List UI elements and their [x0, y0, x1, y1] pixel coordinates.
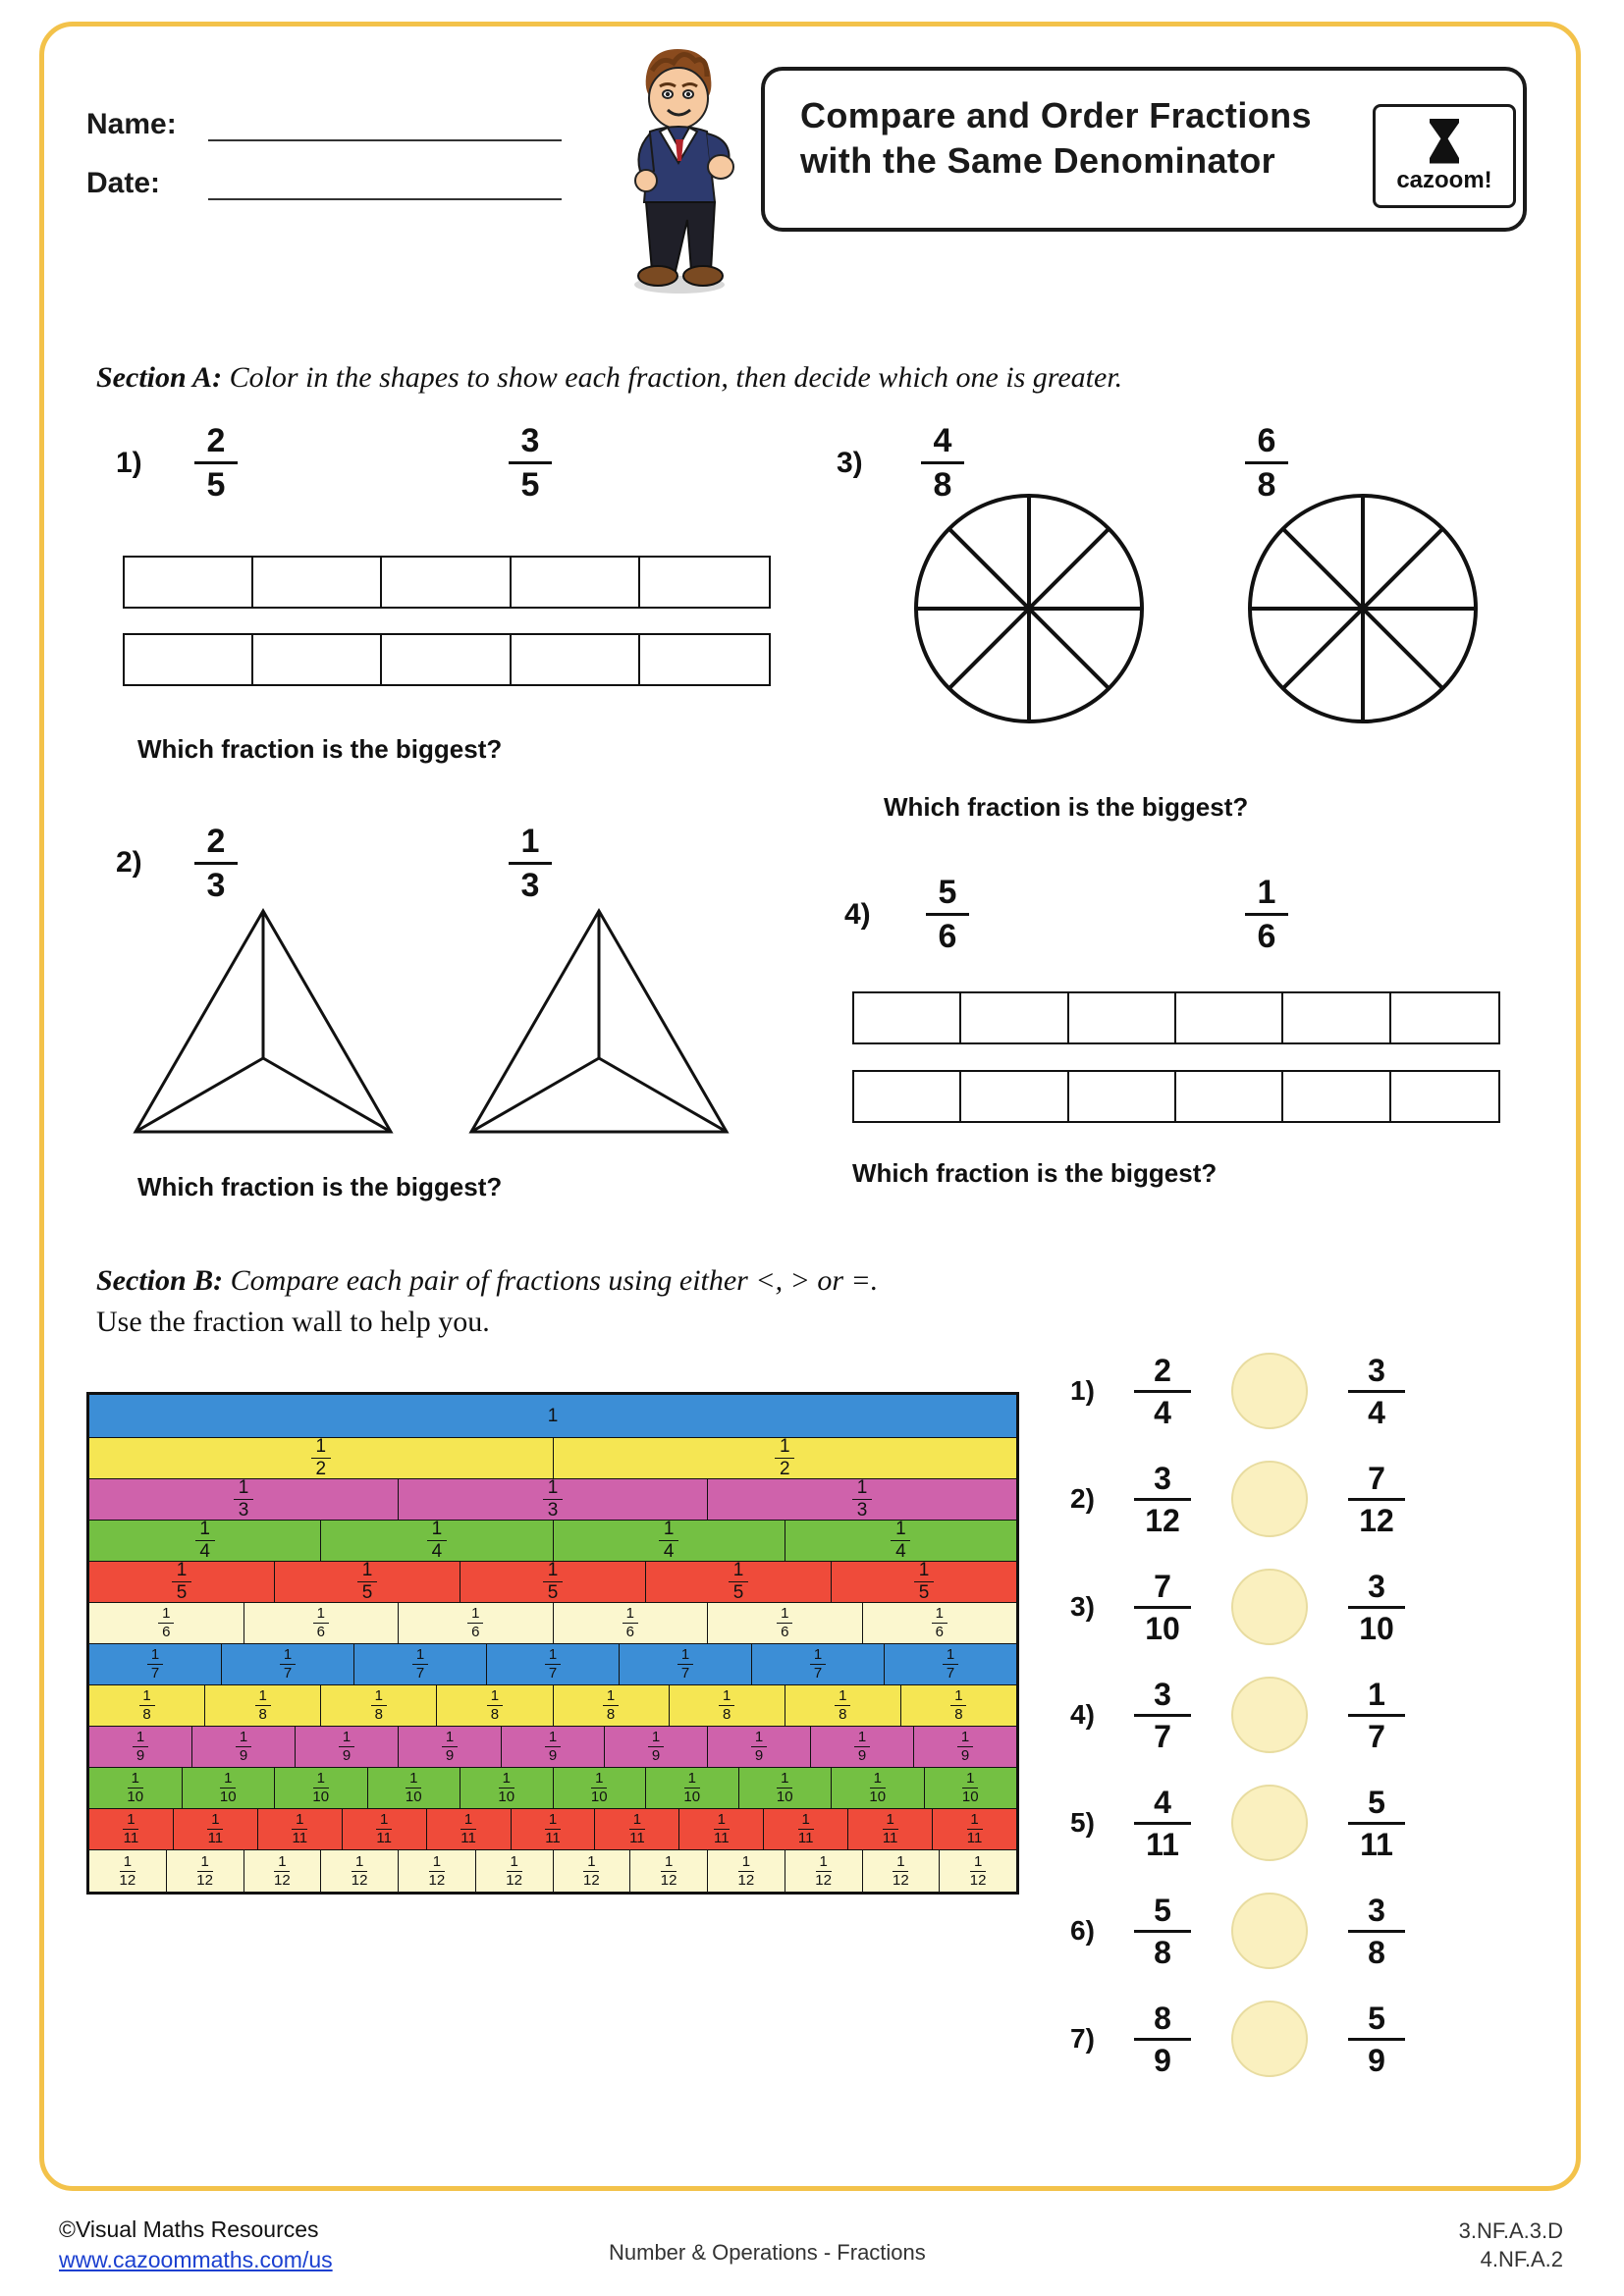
question-b4-answer-circle[interactable]	[1231, 1677, 1308, 1753]
fraction-wall-cell[interactable]: 1 7	[752, 1644, 885, 1685]
standard-code-2: 4.NF.A.2	[1480, 2247, 1563, 2271]
fraction-wall-cell[interactable]: 1 3	[89, 1479, 399, 1521]
question-b4-fraction-right	[1335, 1676, 1418, 1754]
denominator: 3	[520, 867, 540, 904]
question-a2-triangle-right[interactable]	[461, 901, 736, 1147]
section-b-label: Section B:	[96, 1264, 224, 1297]
fraction-wall-cell[interactable]: 1 9	[605, 1727, 708, 1768]
section-a-instruction: Color in the shapes to show each fraction, then decide which one is greater.	[229, 361, 1123, 394]
fraction-bar	[1348, 1930, 1405, 1933]
fraction-wall-cell[interactable]: 1 9	[502, 1727, 605, 1768]
bar-cell[interactable]	[854, 993, 961, 1042]
hourglass-icon	[1430, 119, 1459, 164]
denominator: 6	[938, 918, 957, 955]
bar-cell[interactable]	[1176, 993, 1283, 1042]
fraction-bar	[194, 862, 238, 865]
fraction-wall-cell[interactable]: 1 10	[275, 1768, 368, 1809]
copyright-text: ©Visual Maths Resources	[59, 2216, 319, 2242]
denominator: 7	[1368, 1718, 1385, 1754]
fraction-wall-cell[interactable]: 1 9	[399, 1727, 502, 1768]
fraction-wall-cell[interactable]: 1 10	[89, 1768, 183, 1809]
bar-cell[interactable]	[640, 635, 769, 684]
question-b1-number: 1)	[1070, 1375, 1095, 1406]
numerator: 7	[1368, 1460, 1385, 1496]
fraction-wall-cell[interactable]: 1 10	[925, 1768, 1017, 1809]
fraction-wall-cell[interactable]: 1 11	[764, 1809, 848, 1850]
numerator: 5	[1368, 2000, 1385, 2036]
question-b2	[1070, 1461, 1418, 1537]
fraction-wall-cell[interactable]: 1 9	[914, 1727, 1016, 1768]
fraction-wall-cell[interactable]: 1 12	[476, 1850, 554, 1892]
numerator: 3	[1368, 1892, 1385, 1928]
fraction-wall-row	[89, 1562, 1016, 1603]
question-b1-fraction-left	[1121, 1352, 1204, 1430]
question-b2-fraction-left	[1121, 1460, 1204, 1538]
denominator: 8	[1257, 466, 1276, 504]
name-input-line[interactable]	[208, 114, 562, 141]
bar-cell[interactable]	[1176, 1072, 1283, 1121]
numerator: 2	[206, 823, 226, 860]
section-b-instruction-1: Compare each pair of fractions using either <, > or =.	[230, 1264, 879, 1297]
fraction-wall-cell[interactable]: 1 6	[554, 1603, 709, 1644]
cazoom-logo	[1373, 104, 1516, 208]
fraction-wall-row	[89, 1644, 1016, 1685]
bar-cell[interactable]	[382, 558, 511, 607]
fraction-bar	[1134, 1390, 1191, 1393]
date-row	[86, 167, 597, 200]
fraction-wall-row	[89, 1479, 1016, 1521]
fraction-bar	[921, 461, 964, 464]
fraction-wall-cell[interactable]: 1 9	[296, 1727, 399, 1768]
fraction-wall-cell[interactable]: 1 10	[739, 1768, 833, 1809]
question-a2-number: 2)	[116, 846, 142, 879]
fraction-wall-cell[interactable]: 1 4	[554, 1521, 785, 1562]
fraction-wall-cell[interactable]: 1 6	[708, 1603, 863, 1644]
numerator: 7	[1154, 1568, 1171, 1604]
section-b-heading	[96, 1264, 878, 1298]
denominator: 12	[1359, 1502, 1394, 1538]
question-a4-prompt: Which fraction is the biggest?	[852, 1158, 1218, 1188]
numerator: 4	[933, 422, 952, 459]
fraction-wall-cell[interactable]: 1 8	[437, 1685, 553, 1727]
numerator: 1	[1257, 874, 1276, 911]
fraction-wall-cell[interactable]: 1 10	[368, 1768, 461, 1809]
question-a3-circle-left[interactable]	[911, 491, 1147, 726]
fraction-bar	[1134, 1930, 1191, 1933]
fraction-wall-cell[interactable]: 1 11	[427, 1809, 512, 1850]
question-b7-fraction-left	[1121, 2002, 1204, 2076]
numerator: 4	[1154, 1784, 1171, 1820]
question-b7-number: 7)	[1070, 2023, 1095, 2054]
question-a3-number: 3)	[837, 447, 863, 479]
fraction-wall-cell[interactable]: 1 10	[832, 1768, 925, 1809]
denominator: 5	[520, 466, 540, 504]
numerator: 1	[1368, 1676, 1385, 1712]
question-b7-answer-circle[interactable]	[1231, 2001, 1308, 2077]
fraction-wall-cell[interactable]: 1 11	[258, 1809, 343, 1850]
fraction-bar	[1245, 913, 1288, 916]
question-b6	[1070, 1893, 1418, 1969]
question-a4-bar-bottom[interactable]	[852, 1070, 1500, 1123]
fraction-wall-cell[interactable]: 1 5	[832, 1562, 1016, 1603]
question-b6-fraction-right	[1335, 1892, 1418, 1970]
fraction-wall-cell[interactable]: 1 11	[679, 1809, 764, 1850]
question-b3	[1070, 1569, 1418, 1645]
fraction-wall-row	[89, 1603, 1016, 1644]
fraction-wall-cell[interactable]: 1 7	[89, 1644, 222, 1685]
bar-cell[interactable]	[1391, 993, 1498, 1042]
fraction-wall-cell[interactable]: 1 12	[630, 1850, 708, 1892]
fraction-wall-cell[interactable]: 1 10	[460, 1768, 554, 1809]
bar-cell[interactable]	[125, 635, 253, 684]
website-link[interactable]: www.cazoommaths.com/us	[59, 2247, 333, 2272]
question-b3-number: 3)	[1070, 1591, 1095, 1622]
denominator: 3	[206, 867, 226, 904]
bar-cell[interactable]	[382, 635, 511, 684]
section-a-heading	[96, 361, 1122, 395]
fraction-wall-cell[interactable]: 1 6	[244, 1603, 400, 1644]
question-b6-number: 6)	[1070, 1915, 1095, 1946]
fraction-wall-cell[interactable]: 1 11	[89, 1809, 174, 1850]
fraction-bar	[1348, 1498, 1405, 1501]
question-b3-fraction-left	[1121, 1568, 1204, 1646]
numerator: 3	[1368, 1568, 1385, 1604]
fraction-bar	[1245, 461, 1288, 464]
bar-cell[interactable]	[1391, 1072, 1498, 1121]
fraction-wall-cell[interactable]: 1 5	[275, 1562, 460, 1603]
question-a2-triangle-left[interactable]	[126, 901, 401, 1147]
fraction-wall-row	[89, 1395, 1016, 1438]
fraction-wall-cell[interactable]: 1 2	[554, 1438, 1017, 1479]
fraction-bar	[1134, 1606, 1191, 1609]
fraction-bar	[1134, 1822, 1191, 1825]
question-b7	[1070, 2001, 1418, 2077]
fraction-wall-cell[interactable]: 1 10	[554, 1768, 647, 1809]
footer-left	[59, 2216, 333, 2273]
question-b4-fraction-left	[1121, 1676, 1204, 1754]
denominator: 6	[1257, 918, 1276, 955]
question-b2-fraction-right	[1335, 1460, 1418, 1538]
fraction-wall-cell[interactable]: 1 5	[646, 1562, 832, 1603]
section-b-instruction-2: Use the fraction wall to help you.	[96, 1306, 490, 1338]
fraction-wall-cell[interactable]: 1 12	[785, 1850, 863, 1892]
numerator: 3	[1154, 1460, 1171, 1496]
question-b6-fraction-left	[1121, 1892, 1204, 1970]
fraction-wall-cell[interactable]: 1 12	[708, 1850, 785, 1892]
denominator: 5	[206, 466, 226, 504]
fraction-wall-cell[interactable]: 1 8	[205, 1685, 321, 1727]
numerator: 1	[520, 823, 540, 860]
fraction-wall-cell[interactable]: 1 12	[321, 1850, 399, 1892]
denominator: 11	[1360, 1826, 1393, 1862]
fraction-wall-cell[interactable]: 1 8	[901, 1685, 1016, 1727]
question-b7-fraction-right	[1335, 2002, 1418, 2076]
fraction-wall-cell[interactable]: 1 8	[785, 1685, 901, 1727]
fraction-wall-cell[interactable]: 1 7	[885, 1644, 1016, 1685]
fraction-wall-cell[interactable]: 1 6	[89, 1603, 244, 1644]
fraction-wall-row	[89, 1438, 1016, 1479]
fraction-wall-cell[interactable]: 1 12	[863, 1850, 941, 1892]
fraction-wall-cell[interactable]: 1 7	[222, 1644, 354, 1685]
fraction-wall-cell[interactable]: 1 7	[620, 1644, 752, 1685]
standard-code-1: 3.NF.A.3.D	[1458, 2218, 1563, 2243]
footer-topic: Number & Operations - Fractions	[609, 2240, 926, 2265]
bar-cell[interactable]	[1283, 1072, 1390, 1121]
question-a2-fraction-right	[496, 825, 565, 902]
fraction-wall-cell[interactable]: 1 2	[89, 1438, 554, 1479]
bar-cell[interactable]	[125, 558, 253, 607]
question-a2-prompt: Which fraction is the biggest?	[137, 1172, 503, 1201]
numerator: 6	[1257, 422, 1276, 459]
bar-cell[interactable]	[1069, 993, 1176, 1042]
fraction-bar	[1134, 2038, 1191, 2041]
denominator: 9	[1368, 2042, 1385, 2078]
question-a4-number: 4)	[844, 898, 871, 931]
bar-cell[interactable]	[961, 993, 1068, 1042]
denominator: 8	[933, 466, 952, 504]
fraction-wall-row	[89, 1521, 1016, 1562]
denominator: 7	[1154, 1718, 1171, 1754]
numerator: 3	[1368, 1352, 1385, 1388]
fraction-wall-cell[interactable]: 1 11	[933, 1809, 1016, 1850]
fraction-bar	[926, 913, 969, 916]
bar-cell[interactable]	[640, 558, 769, 607]
numerator: 3	[520, 422, 540, 459]
denominator: 9	[1154, 2042, 1171, 2078]
fraction-wall-cell[interactable]: 1 3	[708, 1479, 1016, 1521]
question-a1-prompt: Which fraction is the biggest?	[137, 734, 503, 764]
fraction-wall-cell[interactable]: 1 11	[512, 1809, 596, 1850]
date-label: Date:	[86, 167, 161, 199]
fraction-wall-cell[interactable]: 1 11	[174, 1809, 258, 1850]
fraction-wall-row	[89, 1809, 1016, 1850]
bar-cell[interactable]	[512, 635, 640, 684]
fraction-wall-cell[interactable]: 1 5	[460, 1562, 646, 1603]
fraction-wall-row	[89, 1768, 1016, 1809]
numerator: 3	[1154, 1676, 1171, 1712]
fraction-bar	[1348, 1714, 1405, 1717]
fraction-wall-cell[interactable]: 1 4	[89, 1521, 321, 1562]
fraction-wall-cell[interactable]: 1 9	[89, 1727, 192, 1768]
question-a1-bar-bottom[interactable]	[123, 633, 771, 686]
question-b1-answer-circle[interactable]	[1231, 1353, 1308, 1429]
fraction-wall-cell[interactable]: 1	[89, 1395, 1016, 1438]
fraction-wall-cell[interactable]: 1 12	[554, 1850, 631, 1892]
fraction-wall-cell[interactable]: 1 12	[89, 1850, 167, 1892]
fraction-wall-cell[interactable]: 1 10	[646, 1768, 739, 1809]
question-b1	[1070, 1353, 1418, 1429]
fraction-bar	[1348, 1822, 1405, 1825]
question-b5	[1070, 1785, 1418, 1861]
fraction-wall-cell[interactable]: 1 12	[167, 1850, 244, 1892]
denominator: 12	[1145, 1502, 1180, 1538]
fraction-bar	[1134, 1498, 1191, 1501]
question-b4	[1070, 1677, 1418, 1753]
question-b6-answer-circle[interactable]	[1231, 1893, 1308, 1969]
bar-cell[interactable]	[253, 558, 382, 607]
question-a4-fraction-right	[1232, 876, 1301, 953]
name-label: Name:	[86, 108, 177, 140]
fraction-bar	[1134, 1714, 1191, 1717]
question-a1-fraction-right	[496, 424, 565, 502]
fraction-wall-row	[89, 1850, 1016, 1892]
denominator: 8	[1154, 1934, 1171, 1970]
question-b4-number: 4)	[1070, 1699, 1095, 1730]
fraction-wall-cell[interactable]: 1 5	[89, 1562, 275, 1603]
question-a1-number: 1)	[116, 447, 142, 479]
fraction-wall-cell[interactable]: 1 12	[244, 1850, 322, 1892]
question-a3-circle-right[interactable]	[1245, 491, 1481, 726]
numerator: 8	[1154, 2000, 1171, 2036]
denominator: 10	[1359, 1610, 1394, 1646]
bar-cell[interactable]	[253, 635, 382, 684]
fraction-wall-cell[interactable]: 1 11	[343, 1809, 427, 1850]
fraction-wall-row	[89, 1727, 1016, 1768]
fraction-bar	[1348, 2038, 1405, 2041]
fraction-wall-cell[interactable]: 1 10	[183, 1768, 276, 1809]
name-row	[86, 108, 597, 141]
fraction-wall-cell[interactable]: 1 11	[848, 1809, 933, 1850]
student-info	[86, 108, 597, 226]
fraction-wall-cell[interactable]: 1 6	[863, 1603, 1017, 1644]
fraction-bar	[1348, 1606, 1405, 1609]
footer-standards	[1459, 2216, 1563, 2273]
question-b5-answer-circle[interactable]	[1231, 1785, 1308, 1861]
numerator: 5	[938, 874, 957, 911]
fraction-wall-cell[interactable]: 1 11	[595, 1809, 679, 1850]
fraction-bar	[509, 461, 552, 464]
question-a1-fraction-left	[182, 424, 250, 502]
question-a1-bar-top[interactable]	[123, 556, 771, 609]
fraction-wall-cell[interactable]: 1 9	[708, 1727, 811, 1768]
fraction-bar	[509, 862, 552, 865]
numerator: 2	[206, 422, 226, 459]
denominator: 4	[1368, 1394, 1385, 1430]
bar-cell[interactable]	[1069, 1072, 1176, 1121]
question-b5-number: 5)	[1070, 1807, 1095, 1838]
bar-cell[interactable]	[961, 1072, 1068, 1121]
fraction-wall	[86, 1392, 1019, 1895]
fraction-wall-cell[interactable]: 1 12	[940, 1850, 1016, 1892]
mascot-illustration	[589, 37, 766, 302]
question-b5-fraction-left	[1121, 1784, 1204, 1862]
fraction-wall-cell[interactable]: 1 3	[399, 1479, 708, 1521]
numerator: 5	[1368, 1784, 1385, 1820]
denominator: 4	[1154, 1394, 1171, 1430]
fraction-wall-cell[interactable]: 1 8	[670, 1685, 785, 1727]
fraction-bar	[1348, 1390, 1405, 1393]
fraction-wall-cell[interactable]: 1 7	[487, 1644, 620, 1685]
section-a-label: Section A:	[96, 361, 223, 394]
fraction-bar	[194, 461, 238, 464]
logo-text: cazoom!	[1396, 166, 1492, 193]
denominator: 8	[1368, 1934, 1385, 1970]
question-a2-fraction-left	[182, 825, 250, 902]
question-a3-prompt: Which fraction is the biggest?	[884, 792, 1249, 822]
fraction-wall-cell[interactable]: 1 8	[321, 1685, 437, 1727]
fraction-wall-cell[interactable]: 1 8	[89, 1685, 205, 1727]
bar-cell[interactable]	[854, 1072, 961, 1121]
fraction-wall-row	[89, 1685, 1016, 1727]
question-a4-bar-top[interactable]	[852, 991, 1500, 1044]
numerator: 5	[1154, 1892, 1171, 1928]
fraction-wall-cell[interactable]: 1 7	[354, 1644, 487, 1685]
question-b2-number: 2)	[1070, 1483, 1095, 1514]
page-title: Compare and Order Fractions with the Same Denominator	[800, 95, 1312, 181]
bar-cell[interactable]	[512, 558, 640, 607]
fraction-wall-cell[interactable]: 1 9	[192, 1727, 296, 1768]
numerator: 2	[1154, 1352, 1171, 1388]
denominator: 11	[1146, 1826, 1179, 1862]
fraction-wall-cell[interactable]: 1 8	[554, 1685, 670, 1727]
question-a4-fraction-left	[913, 876, 982, 953]
question-b1-fraction-right	[1335, 1352, 1418, 1430]
question-b3-fraction-right	[1335, 1568, 1418, 1646]
fraction-wall-cell[interactable]: 1 4	[785, 1521, 1016, 1562]
date-input-line[interactable]	[208, 173, 562, 200]
fraction-wall-cell[interactable]: 1 4	[321, 1521, 553, 1562]
bar-cell[interactable]	[1283, 993, 1390, 1042]
fraction-wall-cell[interactable]: 1 12	[399, 1850, 476, 1892]
denominator: 10	[1145, 1610, 1180, 1646]
fraction-wall-cell[interactable]: 1 6	[399, 1603, 554, 1644]
question-b2-answer-circle[interactable]	[1231, 1461, 1308, 1537]
question-b3-answer-circle[interactable]	[1231, 1569, 1308, 1645]
fraction-wall-cell[interactable]: 1 9	[811, 1727, 914, 1768]
question-b5-fraction-right	[1335, 1784, 1418, 1862]
